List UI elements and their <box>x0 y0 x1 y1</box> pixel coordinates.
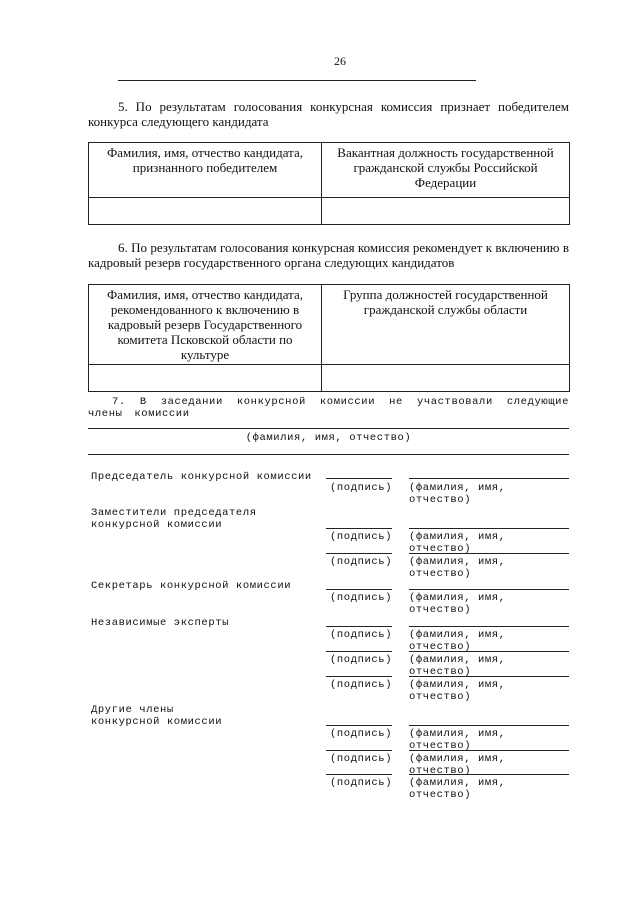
expert-3-signature-line[interactable] <box>326 676 392 677</box>
reserve-table <box>88 284 570 392</box>
section-7-text <box>88 396 569 420</box>
section-6-sentence: 6. По результатам голосования конкурсная комиссия рекомендует к включению в кадровый резерв государственного органа следующих кандидатов <box>88 240 569 270</box>
expert-2-signature-caption: (подпись) <box>330 654 393 666</box>
section-5-text <box>88 99 569 129</box>
winner-table-cell-position[interactable] <box>322 198 570 225</box>
deputy-1-name-line[interactable] <box>409 528 569 529</box>
expert-2-name-line[interactable] <box>409 651 569 652</box>
deputy-2-signature-line[interactable] <box>326 553 392 554</box>
others-label-line2: конкурсной комиссии <box>91 716 223 728</box>
page-number: 26 <box>334 54 346 68</box>
chairman-signature-caption: (подпись) <box>330 482 393 494</box>
others-label-line1: Другие члены <box>91 704 174 716</box>
member-3-signature-caption: (подпись) <box>330 777 393 789</box>
expert-1-signature-caption: (подпись) <box>330 629 393 641</box>
member-2-name-line[interactable] <box>409 750 569 751</box>
winner-table-cell-name[interactable] <box>89 198 322 225</box>
absent-members-caption: (фамилия, имя, отчество) <box>245 432 412 444</box>
expert-3-signature-caption: (подпись) <box>330 679 393 691</box>
secretary-name-caption: (фамилия, имя, отчество) <box>409 592 506 616</box>
deputy-1-signature-line[interactable] <box>326 528 392 529</box>
member-3-name-caption: (фамилия, имя, отчество) <box>409 777 506 801</box>
member-1-name-caption: (фамилия, имя, отчество) <box>409 728 506 752</box>
chairman-name-caption: (фамилия, имя, отчество) <box>409 482 506 506</box>
reserve-table-cell-group[interactable] <box>322 365 570 392</box>
section-7-sentence: 7. В заседании конкурсной комиссии не участвовали следующие члены комиссии <box>88 396 569 420</box>
deputy-1-name-caption: (фамилия, имя, отчество) <box>409 531 506 555</box>
expert-1-name-line[interactable] <box>409 626 569 627</box>
winner-table-header-position: Вакантная должность государственной гражданской службы Российской Федерации <box>322 143 570 198</box>
absent-members-line[interactable] <box>88 428 569 429</box>
section-5-sentence: 5. По результатам голосования конкурсная комиссия признает победителем конкурса следующего кандидата <box>88 99 569 129</box>
member-1-name-line[interactable] <box>409 725 569 726</box>
deputies-label-line2: конкурсной комиссии <box>91 519 223 531</box>
chairman-name-line[interactable] <box>409 478 569 479</box>
member-2-signature-line[interactable] <box>326 750 392 751</box>
secretary-name-line[interactable] <box>409 589 569 590</box>
reserve-table-header-name: Фамилия, имя, отчество кандидата, рекомендованного к включению в кадровый резерв Государственного комитета Псковской области по культуре <box>89 285 322 365</box>
deputy-2-name-caption: (фамилия, имя, отчество) <box>409 556 506 580</box>
member-2-name-caption: (фамилия, имя, отчество) <box>409 753 506 777</box>
member-1-signature-line[interactable] <box>326 725 392 726</box>
expert-3-name-line[interactable] <box>409 676 569 677</box>
expert-2-signature-line[interactable] <box>326 651 392 652</box>
secretary-label: Секретарь конкурсной комиссии <box>91 580 292 592</box>
winner-table <box>88 142 570 225</box>
absent-members-line-2[interactable] <box>88 454 569 455</box>
deputies-label-line1: Заместители председателя <box>91 507 257 519</box>
expert-3-name-caption: (фамилия, имя, отчество) <box>409 679 506 703</box>
chairman-signature-line[interactable] <box>326 478 392 479</box>
chairman-label: Председатель конкурсной комиссии <box>91 471 312 483</box>
member-3-signature-line[interactable] <box>326 774 392 775</box>
deputy-1-signature-caption: (подпись) <box>330 531 393 543</box>
experts-label: Независимые эксперты <box>91 617 230 629</box>
deputy-2-name-line[interactable] <box>409 553 569 554</box>
deputy-2-signature-caption: (подпись) <box>330 556 393 568</box>
top-divider <box>118 80 476 81</box>
reserve-table-header-group: Группа должностей государственной гражданской службы области <box>322 285 570 365</box>
secretary-signature-caption: (подпись) <box>330 592 393 604</box>
expert-2-name-caption: (фамилия, имя, отчество) <box>409 654 506 678</box>
secretary-signature-line[interactable] <box>326 589 392 590</box>
member-3-name-line[interactable] <box>409 774 569 775</box>
member-2-signature-caption: (подпись) <box>330 753 393 765</box>
expert-1-name-caption: (фамилия, имя, отчество) <box>409 629 506 653</box>
section-6-text <box>88 240 569 270</box>
member-1-signature-caption: (подпись) <box>330 728 393 740</box>
winner-table-header-name: Фамилия, имя, отчество кандидата, признанного победителем <box>89 143 322 198</box>
reserve-table-cell-name[interactable] <box>89 365 322 392</box>
expert-1-signature-line[interactable] <box>326 626 392 627</box>
